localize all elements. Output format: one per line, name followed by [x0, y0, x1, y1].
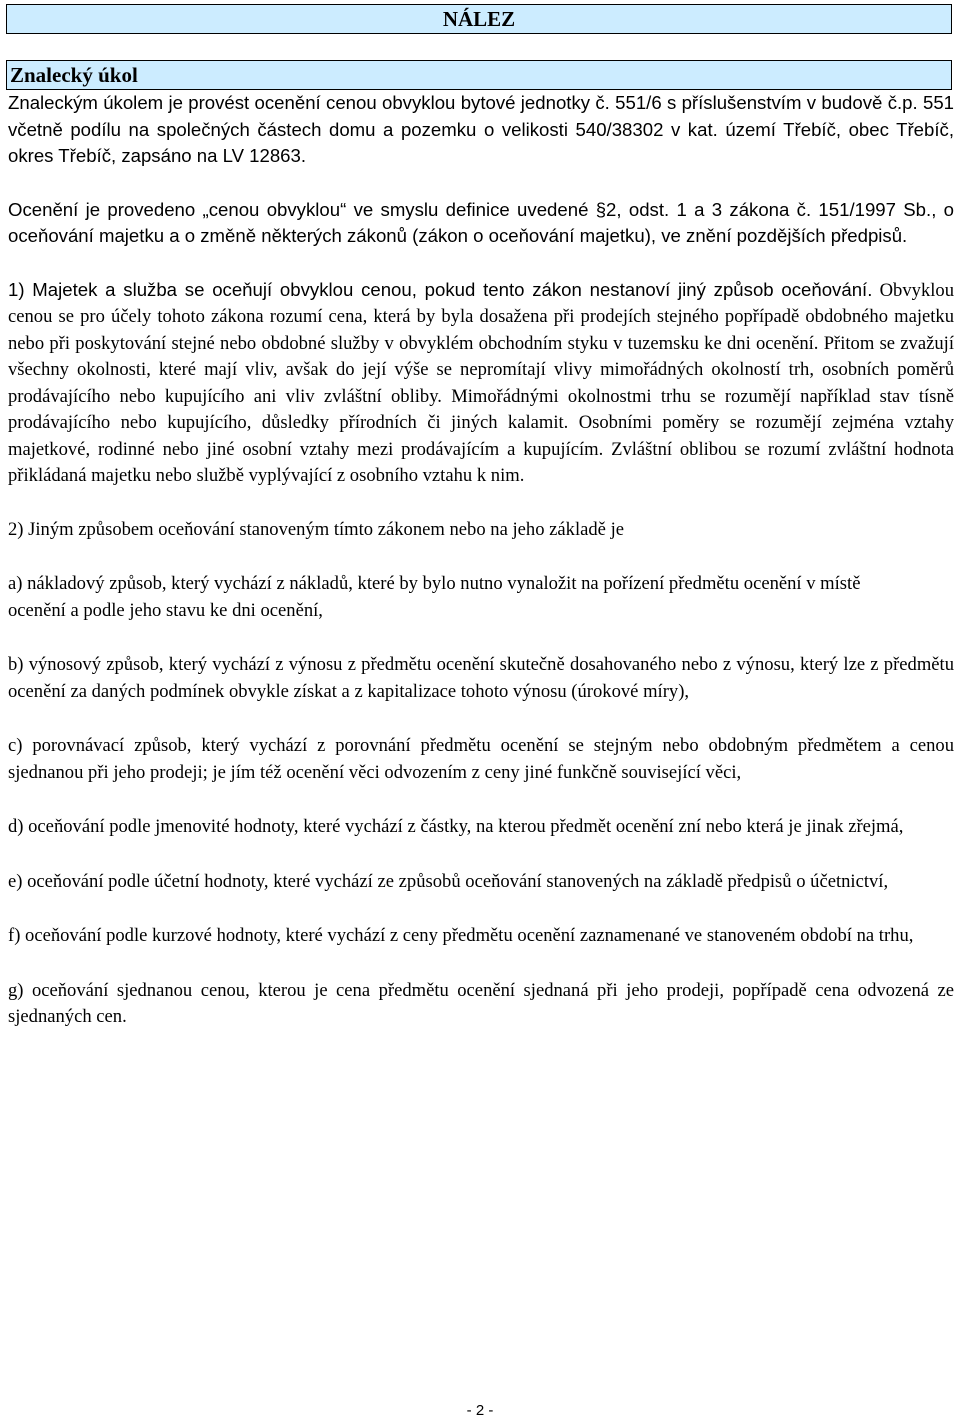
document-title: NÁLEZ	[6, 4, 952, 34]
page-number: - 2 -	[466, 1402, 494, 1419]
method-c: c) porovnávací způsob, který vychází z porovnání předmětu ocenění se stejným nebo obdobným předmětem a cenou sjednanou při jeho prodeji; je jím též ocenění věci odvozením z ceny jiné funkčně související věci,	[8, 735, 954, 783]
point1-paragraph	[8, 277, 954, 490]
document-body	[8, 90, 954, 1031]
point2-paragraph: 2) Jiným způsobem oceňování stanoveným tímto zákonem nebo na jeho základě je	[8, 518, 624, 540]
point1-text: Obvyklou cenou se pro účely tohoto zákona rozumí cena, která by byla dosažena při prodejích stejného popřípadě obdobného majetku nebo při poskytování stejné nebo obdobné služby v obvyklém obchodním styku v tuzemsku ke dni ocenění. Přitom se zvažují všechny okolnosti, které mají vliv, avšak do její výše se nepromítají vlivy mimořádných okolností trh, osobních poměrů prodávajícího nebo kupujícího ani vliv zvláštní obliby. Mimořádnými okolnostmi trhu se rozumějí například stav tísně prodávajícího nebo kupujícího, důsledky přírodních či jiných kalamit. Osobními poměry se rozumějí zejména vztahy majetkové, rodinné nebo jiné osobní vztahy mezi prodávajícím a kupujícím. Zvláštní oblibou se rozumí zvláštní hodnota přikládaná majetku nebo službě vyplývající z osobního vztahu k nim.	[8, 279, 954, 486]
method-a: a) nákladový způsob, který vychází z nákladů, které by bylo nutno vynaložit na pořízení předmětu ocenění v místě ocenění a podle jeho stavu ke dni ocenění,	[8, 573, 861, 621]
point1-intro: 1) Majetek a služba se oceňují obvyklou cenou, pokud tento zákon nestanoví jiný způsob oceňování.	[8, 278, 873, 300]
method-e: e) oceňování podle účetní hodnoty, které vychází ze způsobů oceňování stanovených na základě předpisů o účetnictví,	[8, 870, 889, 892]
method-g: g) oceňování sjednanou cenou, kterou je cena předmětu ocenění sjednaná při jeho prodeji, popřípadě cena odvozená ze sjednaných cen.	[8, 979, 954, 1027]
section-heading: Znalecký úkol	[6, 60, 952, 90]
method-b: b) výnosový způsob, který vychází z výnosu z předmětu ocenění skutečně dosahovaného nebo z výnosu, který lze z předmětu ocenění za daných podmínek obvykle získat a z kapitalizace tohoto výnosu (úrokové míry),	[8, 654, 954, 702]
method-d: d) oceňování podle jmenovité hodnoty, které vychází z částky, na kterou předmět ocenění zní nebo která je jinak zřejmá,	[8, 816, 904, 837]
method-f: f) oceňování podle kurzové hodnoty, které vychází z ceny předmětu ocenění zaznamenané ve stanoveném období na trhu,	[8, 925, 914, 946]
basis-paragraph: Ocenění je provedeno „cenou obvyklou“ ve smyslu definice uvedené §2, odst. 1 a 3 zákona č. 151/1997 Sb., o oceňování majetku a o změně některých zákonů (zákon o oceňování majetku), ve znění pozdějších předpisů.	[8, 198, 954, 246]
task-paragraph: Znaleckým úkolem je provést ocenění cenou obvyklou bytové jednotky č. 551/6 s příslušenstvím v budově č.p. 551 včetně podílu na společných částech domu a pozemku o velikosti 540/38302 v kat. území Třebíč, obec Třebíč, okres Třebíč, zapsáno na LV 12863.	[8, 92, 954, 166]
